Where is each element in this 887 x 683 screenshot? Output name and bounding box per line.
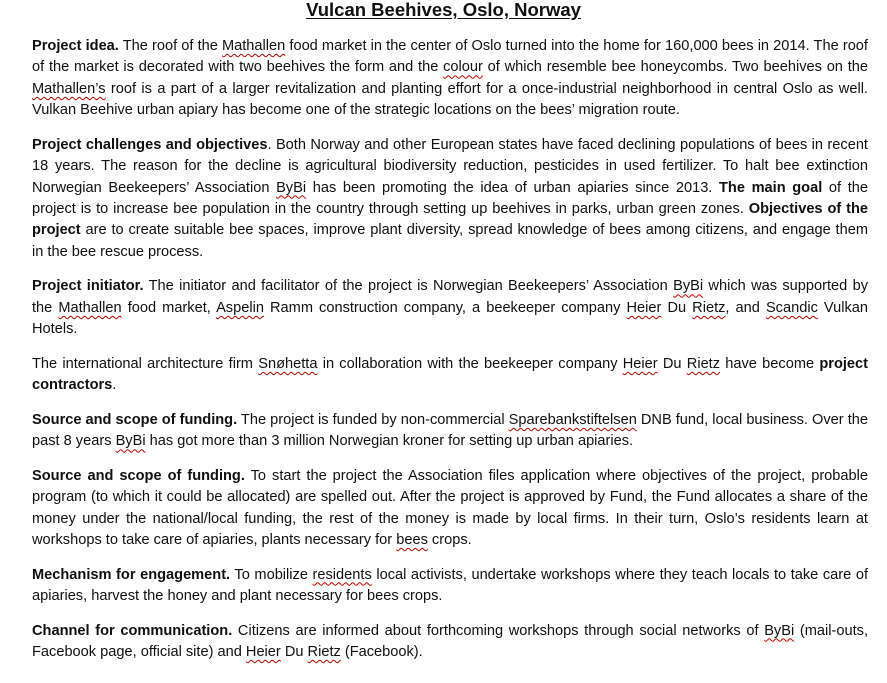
spellcheck-word: Rietz <box>686 355 721 372</box>
spellcheck-word: Scandic <box>765 299 818 316</box>
paragraph-contractors: The international architecture firm Snøhetta in collaboration with the beekeeper company Heier Du Rietz have become project contractors. <box>32 355 869 394</box>
spellcheck-word: Heier <box>626 299 662 316</box>
spellcheck-word: ByBi <box>276 179 307 196</box>
heading-funding-process: Source and scope of funding. <box>32 467 245 484</box>
spellcheck-word: Heier <box>622 355 658 372</box>
heading-communication: Channel for communication. <box>32 622 233 639</box>
bold-objectives: Objectives of the project <box>32 201 868 239</box>
spellcheck-word: bees <box>396 532 428 549</box>
heading-funding-scope: Source and scope of funding. <box>32 411 238 428</box>
paragraph-communication: Channel for communication. Citizens are informed about forthcoming workshops through social networks of ByBi (mail-outs, Facebook page, official site) and Heier Du Rietz (Facebook). <box>32 622 868 661</box>
spellcheck-word: Sparebankstiftelsen <box>508 411 637 428</box>
bold-project-contractors: project contractors <box>32 355 869 394</box>
spellcheck-word: Heier <box>245 644 281 661</box>
bold-main-goal: The main goal <box>719 179 823 196</box>
spellcheck-word: Mathallen’s <box>32 80 106 97</box>
heading-engagement: Mechanism for engagement. <box>32 566 231 583</box>
spellcheck-word: ByBi <box>673 278 704 295</box>
document-title: Vulcan Beehives, Oslo, Norway <box>306 0 581 20</box>
spellcheck-word: ByBi <box>115 433 146 450</box>
document-body <box>32 36 868 677</box>
paragraph-initiator: Project initiator. The initiator and facilitator of the project is Norwegian Beekeepers’ Association ByBi which was supported by the Mathallen food market, Aspelin Ramm construction company, a beekeeper company Heier Du Rietz, and Scandic Vulkan Hotels. <box>32 278 869 338</box>
spellcheck-word: Mathallen <box>58 299 122 316</box>
spellcheck-word: residents <box>312 566 372 583</box>
spellcheck-word: colour <box>443 59 483 76</box>
spellcheck-word: Snøhetta <box>258 355 318 372</box>
spellcheck-word: Mathallen <box>221 38 286 54</box>
heading-project-idea: Project idea. <box>32 38 119 54</box>
spellcheck-word: Rietz <box>692 299 726 316</box>
paragraph-challenges: Project challenges and objectives. Both Norway and other European states have faced declining populations of bees in recent 18 years. The reason for the decline is agricultural biodiversity reduction, pesticides in used fertilizer. To halt bee extinction Norwegian Beekeepers’ Association ByBi has been promoting the idea of urban apiaries since 2013. The main goal of the project is to increase bee population in the country through setting up beehives in parks, urban green zones. Objectives of the project are to create suitable bee spaces, improve plant diversity, spread knowledge of bees among citizens, and engage them in the bee rescue process. <box>32 136 869 260</box>
spellcheck-word: Rietz <box>307 644 341 661</box>
paragraph-funding-process: Source and scope of funding. To start the project the Association files application where objectives of the project, probable program (to which it could be allocated) are spelled out. After the project is approved by Fund, the Fund allocates a share of the money under the national/local funding, the rest of the money is made by local firms. In their turn, Oslo’s residents learn at workshops to take care of apiaries, plants necessary for bees crops. <box>32 467 868 549</box>
heading-challenges: Project challenges and objectives <box>32 136 268 153</box>
spellcheck-word: Aspelin <box>216 299 264 316</box>
paragraph-funding-scope: Source and scope of funding. The project is funded by non-commercial Sparebankstiftelsen DNB fund, local business. Over the past 8 years ByBi has got more than 3 million Norwegian kroner for setting up urban apiaries. <box>32 411 868 450</box>
paragraph-engagement: Mechanism for engagement. To mobilize residents local activists, undertake workshops where they teach locals to take care of apiaries, harvest the honey and plant necessary for bees crops. <box>32 566 868 605</box>
paragraph-project-idea: Project idea. The roof of the Mathallen food market in the center of Oslo turned into the home for 160,000 bees in 2014. The roof of the market is decorated with two beehives the form and the colour of which resemble bee honeycombs. Two beehives on the Mathallen’s roof is a part of a larger revitalization and planting effort for a once-industrial neighborhood in central Oslo as well. Vulkan Beehive urban apiary has become one of the strategic locations on the bees’ migration route. <box>32 38 868 119</box>
spellcheck-word: ByBi <box>764 622 795 639</box>
heading-initiator: Project initiator. <box>32 278 144 295</box>
